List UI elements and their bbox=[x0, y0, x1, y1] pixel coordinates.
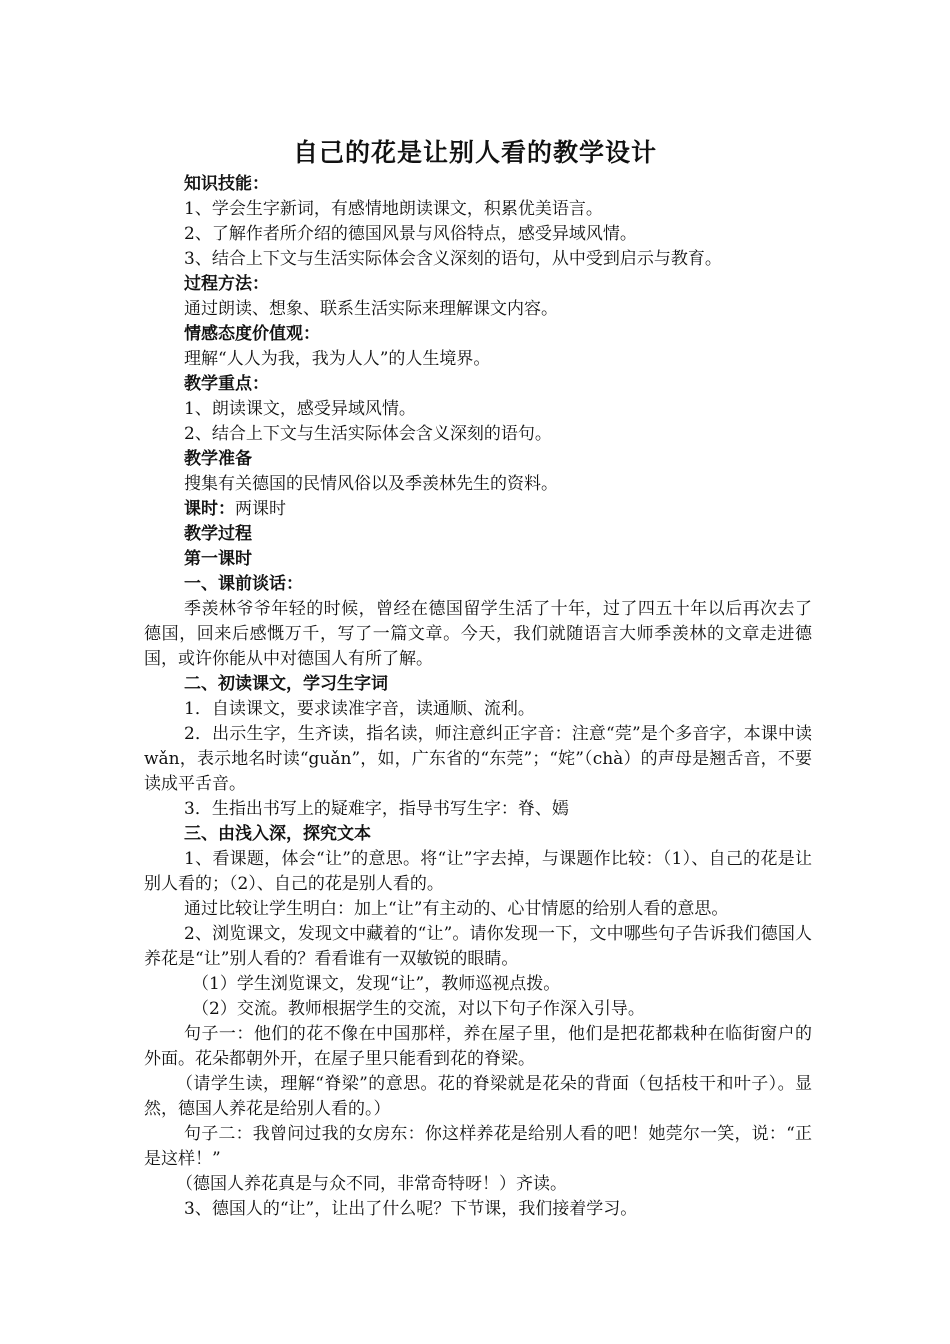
section3-para: （德国人养花真是与众不同，非常奇特呀！）齐读。 bbox=[176, 1174, 567, 1194]
process-text: 通过朗读、想象、联系生活实际来理解课文内容。 bbox=[184, 299, 558, 319]
focus-item: 2、结合上下文与生活实际体会含义深刻的语句。 bbox=[184, 424, 552, 444]
focus-item: 1、朗读课文，感受异域风情。 bbox=[184, 399, 416, 419]
prep-heading: 教学准备 bbox=[184, 449, 252, 469]
section3-para: 通过比较让学生明白：加上“让”有主动的、心甘情愿的给别人看的意思。 bbox=[184, 899, 729, 919]
procedure-heading: 教学过程 bbox=[184, 524, 252, 544]
document-title: 自己的花是让别人看的教学设计 bbox=[292, 138, 657, 167]
section3-para: 句子一：他们的花不像在中国那样，养在屋子里，他们是把花都栽种在临街窗户的外面。花朵都朝外开，在屋子里只能看到花的脊梁。 bbox=[144, 1024, 812, 1069]
emotion-heading: 情感态度价值观： bbox=[184, 324, 320, 344]
knowledge-item: 1、学会生字新词，有感情地朗读课文，积累优美语言。 bbox=[184, 199, 603, 219]
section3-heading: 三、由浅入深，探究文本 bbox=[184, 824, 371, 844]
section3-para: 3、德国人的“让”，让出了什么呢？下节课，我们接着学习。 bbox=[184, 1199, 638, 1219]
knowledge-item: 3、结合上下文与生活实际体会含义深刻的语句，从中受到启示与教育。 bbox=[184, 249, 722, 269]
section2-para: 2．出示生字，生齐读，指名读，师注意纠正字音：注意“莞”是个多音字，本课中读wǎn，表示地名时读“guǎn”，如，广东省的“东莞”；“姹”（chà）的声母是翘舌音，不要读成平舌音。 bbox=[144, 724, 812, 794]
section3-para: （2）交流。教师根据学生的交流，对以下句子作深入引导。 bbox=[192, 999, 645, 1019]
period-label: 课时： bbox=[184, 499, 235, 519]
period-value: 两课时 bbox=[235, 499, 286, 519]
section2-para: 1．自读课文，要求读准字音，读通顺、流利。 bbox=[184, 699, 535, 719]
section1-text: 季羡林爷爷年轻的时候，曾经在德国留学生活了十年，过了四五十年以后再次去了德国，回来后感慨万千，写了一篇文章。今天，我们就随语言大师季羡林的文章走进德国，或许你能从中对德国人有所了解。 bbox=[144, 599, 812, 669]
section3-para: 2、浏览课文，发现文中藏着的“让”。请你发现一下，文中哪些句子告诉我们德国人养花是“让”别人看的？看看谁有一双敏锐的眼睛。 bbox=[144, 924, 812, 969]
focus-heading: 教学重点： bbox=[184, 374, 269, 394]
section2-heading: 二、初读课文，学习生字词 bbox=[184, 674, 388, 694]
lesson1-heading: 第一课时 bbox=[184, 549, 252, 569]
document-body bbox=[144, 172, 812, 1222]
knowledge-item: 2、了解作者所介绍的德国风景与风俗特点，感受异域风情。 bbox=[184, 224, 637, 244]
process-heading: 过程方法： bbox=[184, 274, 269, 294]
section3-para: 1、看课题，体会“让”的意思。将“让”字去掉，与课题作比较：（1）、自己的花是让别人看的；（2）、自己的花是别人看的。 bbox=[144, 849, 812, 894]
prep-text: 搜集有关德国的民情风俗以及季羡林先生的资料。 bbox=[184, 474, 558, 494]
knowledge-heading: 知识技能： bbox=[184, 174, 269, 194]
section2-para: 3．生指出书写上的疑难字，指导书写生字：脊、嫣 bbox=[184, 799, 569, 819]
section3-para: 句子二：我曾问过我的女房东：你这样养花是给别人看的吧！她莞尔一笑，说：“正是这样！” bbox=[144, 1124, 812, 1169]
section3-para: （1）学生浏览课文，发现“让”，教师巡视点拨。 bbox=[192, 974, 561, 994]
period-line bbox=[144, 497, 812, 522]
section3-para: （请学生读，理解“脊梁”的意思。花的脊梁就是花朵的背面（包括枝干和叶子）。显然，德国人养花是给别人看的。） bbox=[144, 1074, 812, 1119]
section1-heading: 一、课前谈话： bbox=[184, 574, 303, 594]
emotion-text: 理解“人人为我，我为人人”的人生境界。 bbox=[184, 349, 491, 369]
